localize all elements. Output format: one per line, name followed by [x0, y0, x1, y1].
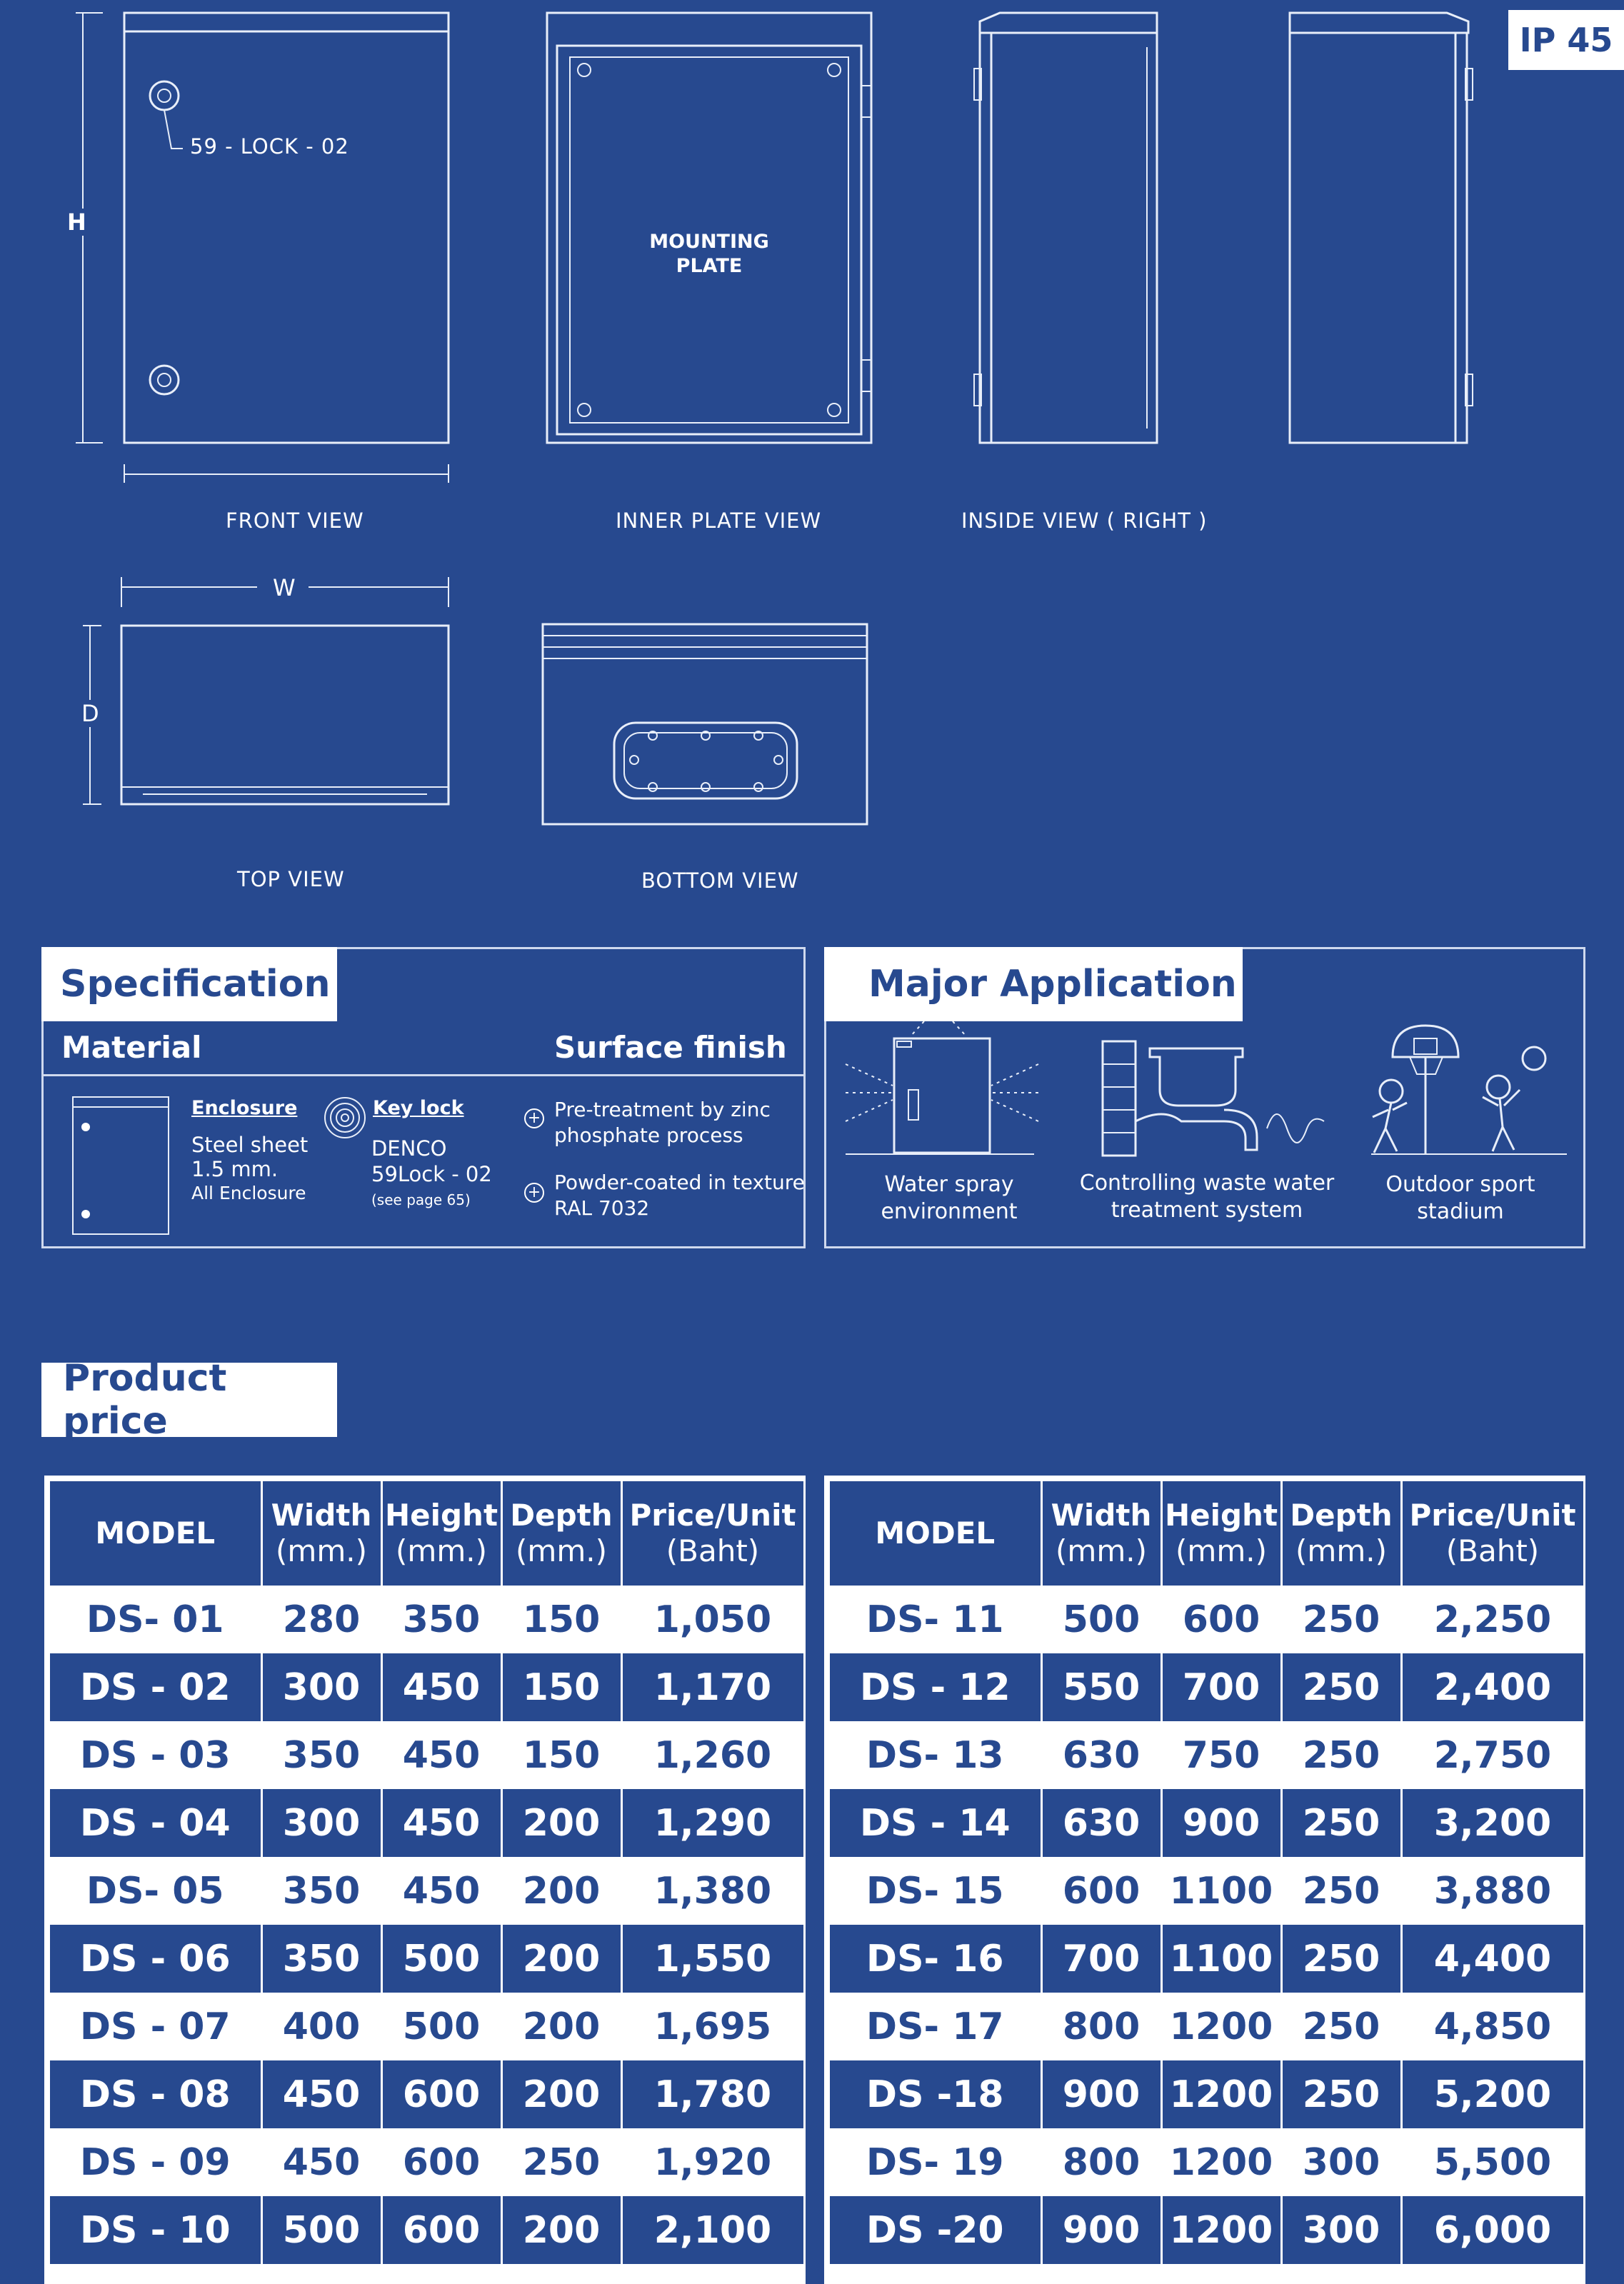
col-price-header — [1401, 1481, 1584, 1586]
col-depth-header — [1281, 1481, 1401, 1586]
cell-price: 3,200 — [1401, 1789, 1584, 1857]
cell-height: 1200 — [1161, 2196, 1281, 2264]
col-width-unit: (mm.) — [276, 1533, 367, 1568]
col-width-title: Width — [1051, 1498, 1152, 1533]
cell-height: 450 — [381, 1857, 501, 1925]
ip-rating-badge: IP 45 — [1508, 10, 1624, 70]
cell-width: 900 — [1041, 2060, 1161, 2128]
depth-dimension-label: D — [81, 700, 99, 727]
cell-height: 450 — [381, 1789, 501, 1857]
table-row — [50, 2060, 804, 2128]
cell-price: 6,000 — [1401, 2196, 1584, 2264]
table-row — [50, 1993, 804, 2060]
cell-price: 2,250 — [1401, 1586, 1584, 1653]
cell-depth: 250 — [1281, 1586, 1401, 1653]
inside-view-right-drawing — [974, 13, 1157, 443]
cell-depth: 200 — [501, 1925, 621, 1993]
cell-model: DS- 15 — [830, 1857, 1041, 1925]
cell-depth: 250 — [1281, 1925, 1401, 1993]
cell-height: 450 — [381, 1721, 501, 1789]
cell-model: DS - 10 — [50, 2196, 261, 2264]
cell-model: DS- 05 — [50, 1857, 261, 1925]
major-application-title: Major Application — [824, 947, 1243, 1021]
application-caption-sport-line2: stadium — [1417, 1199, 1504, 1224]
cell-model: DS - 07 — [50, 1993, 261, 2060]
cell-model: DS- 13 — [830, 1721, 1041, 1789]
bottom-view-drawing — [543, 624, 867, 824]
cell-width: 630 — [1041, 1721, 1161, 1789]
cell-model: DS - 12 — [830, 1653, 1041, 1721]
price-table-header — [830, 1481, 1584, 1586]
cell-depth: 150 — [501, 1721, 621, 1789]
cell-model: DS - 04 — [50, 1789, 261, 1857]
col-width-header — [1041, 1481, 1161, 1586]
price-table-header — [50, 1481, 804, 1586]
cell-depth: 200 — [501, 2196, 621, 2264]
col-depth-unit: (mm.) — [1295, 1533, 1387, 1568]
cell-height: 1200 — [1161, 2060, 1281, 2128]
cell-depth: 250 — [501, 2128, 621, 2196]
table-row — [830, 2128, 1584, 2196]
table-row — [830, 1721, 1584, 1789]
cell-price: 5,500 — [1401, 2128, 1584, 2196]
finish-item-1 — [554, 1097, 771, 1148]
col-price-title: Price/Unit — [629, 1498, 796, 1533]
cell-width: 350 — [261, 1857, 381, 1925]
cell-height: 1100 — [1161, 1925, 1281, 1993]
application-caption-sport — [1350, 1171, 1571, 1226]
width-dimension-label: W — [273, 574, 296, 601]
lock-callout-label: 59 - LOCK - 02 — [190, 134, 349, 159]
cell-width: 630 — [1041, 1789, 1161, 1857]
col-height-header — [1161, 1481, 1281, 1586]
cell-model: DS - 09 — [50, 2128, 261, 2196]
cell-price: 1,920 — [621, 2128, 804, 2196]
inside-view-caption: INSIDE VIEW ( RIGHT ) — [961, 509, 1208, 533]
cell-depth: 200 — [501, 1789, 621, 1857]
water-spray-icon — [846, 1021, 1038, 1154]
mounting-plate-line2: PLATE — [676, 255, 743, 277]
key-lock-line1: DENCO — [371, 1136, 447, 1161]
key-lock-icon — [323, 1096, 367, 1140]
cell-price: 2,400 — [1401, 1653, 1584, 1721]
inner-plate-view-drawing — [547, 13, 871, 443]
cell-model: DS - 14 — [830, 1789, 1041, 1857]
cell-depth: 200 — [501, 1857, 621, 1925]
cell-width: 350 — [261, 1925, 381, 1993]
cell-width: 400 — [261, 1993, 381, 2060]
product-price-title: Product price — [41, 1363, 337, 1437]
cell-depth: 150 — [501, 1586, 621, 1653]
cell-model: DS -20 — [830, 2196, 1041, 2264]
table-row — [830, 1993, 1584, 2060]
cell-height: 1100 — [1161, 1857, 1281, 1925]
col-depth-unit: (mm.) — [516, 1533, 607, 1568]
cell-depth: 200 — [501, 2060, 621, 2128]
cell-width: 600 — [1041, 1857, 1161, 1925]
key-lock-details — [371, 1136, 492, 1213]
surface-finish-heading: Surface finish — [554, 1030, 787, 1065]
cell-model: DS -18 — [830, 2060, 1041, 2128]
key-lock-line3: (see page 65) — [371, 1191, 471, 1208]
table-row — [50, 1586, 804, 1653]
application-icons — [824, 1021, 1585, 1178]
enclosure-icon — [71, 1096, 171, 1236]
enclosure-title: Enclosure — [191, 1097, 298, 1119]
col-model-header: MODEL — [50, 1481, 261, 1586]
cell-width: 900 — [1041, 2196, 1161, 2264]
col-width-header — [261, 1481, 381, 1586]
cell-width: 550 — [1041, 1653, 1161, 1721]
cell-width: 800 — [1041, 2128, 1161, 2196]
cell-price: 1,380 — [621, 1857, 804, 1925]
application-caption-waste — [1071, 1170, 1343, 1224]
col-depth-title: Depth — [1290, 1498, 1393, 1533]
cell-depth: 200 — [501, 1993, 621, 2060]
outdoor-sport-icon — [1371, 1026, 1567, 1154]
cell-price: 1,170 — [621, 1653, 804, 1721]
cell-model: DS- 17 — [830, 1993, 1041, 2060]
cell-model: DS - 06 — [50, 1925, 261, 1993]
cell-price: 1,290 — [621, 1789, 804, 1857]
bottom-view-caption: BOTTOM VIEW — [641, 868, 799, 893]
cell-model: DS- 19 — [830, 2128, 1041, 2196]
finish-bullet-icon-2: + — [524, 1183, 544, 1203]
cell-price: 1,780 — [621, 2060, 804, 2128]
application-caption-waste-line2: treatment system — [1111, 1198, 1303, 1223]
key-lock-line2: 59Lock - 02 — [371, 1162, 492, 1186]
spec-divider — [41, 1074, 806, 1076]
table-row — [50, 1789, 804, 1857]
cell-height: 600 — [1161, 1586, 1281, 1653]
material-heading: Material — [61, 1030, 202, 1065]
cell-width: 280 — [261, 1586, 381, 1653]
application-caption-water-line1: Water spray — [884, 1172, 1014, 1197]
table-row — [50, 1925, 804, 1993]
waste-water-icon — [1103, 1041, 1324, 1156]
cell-width: 700 — [1041, 1925, 1161, 1993]
top-view-caption: TOP VIEW — [237, 867, 345, 891]
table-row — [50, 1857, 804, 1925]
front-view-drawing — [76, 13, 448, 483]
cell-width: 800 — [1041, 1993, 1161, 2060]
enclosure-line3: All Enclosure — [191, 1183, 306, 1203]
cell-height: 600 — [381, 2128, 501, 2196]
col-width-title: Width — [271, 1498, 372, 1533]
cell-model: DS - 02 — [50, 1653, 261, 1721]
col-price-unit: (Baht) — [666, 1533, 760, 1568]
table-row — [50, 1721, 804, 1789]
application-caption-sport-line1: Outdoor sport — [1385, 1172, 1535, 1197]
cell-depth: 300 — [1281, 2128, 1401, 2196]
cell-height: 1200 — [1161, 2128, 1281, 2196]
cell-depth: 250 — [1281, 2060, 1401, 2128]
table-row — [830, 1857, 1584, 1925]
cell-width: 300 — [261, 1653, 381, 1721]
col-depth-title: Depth — [510, 1498, 613, 1533]
finish-bullet-icon-1: + — [524, 1108, 544, 1128]
finish-item-1-line1: Pre-treatment by zinc — [554, 1098, 771, 1121]
cell-model: DS - 08 — [50, 2060, 261, 2128]
cell-depth: 150 — [501, 1653, 621, 1721]
finish-item-2 — [554, 1170, 805, 1221]
price-table-right — [830, 1481, 1585, 2264]
cell-width: 500 — [261, 2196, 381, 2264]
inner-plate-view-caption: INNER PLATE VIEW — [616, 509, 822, 533]
table-row — [830, 1925, 1584, 1993]
cell-height: 750 — [1161, 1721, 1281, 1789]
table-row — [830, 1586, 1584, 1653]
enclosure-material — [191, 1133, 308, 1206]
cell-price: 1,550 — [621, 1925, 804, 1993]
cell-price: 1,695 — [621, 1993, 804, 2060]
cell-price: 4,400 — [1401, 1925, 1584, 1993]
enclosure-line1: Steel sheet — [191, 1133, 309, 1157]
cell-height: 500 — [381, 1993, 501, 2060]
cell-price: 4,850 — [1401, 1993, 1584, 2060]
cell-price: 5,200 — [1401, 2060, 1584, 2128]
table-row — [830, 2196, 1584, 2264]
col-price-header — [621, 1481, 804, 1586]
cell-price: 2,750 — [1401, 1721, 1584, 1789]
col-price-title: Price/Unit — [1409, 1498, 1576, 1533]
cell-height: 700 — [1161, 1653, 1281, 1721]
table-row — [830, 1653, 1584, 1721]
specification-title: Specification — [41, 947, 337, 1021]
top-view-drawing — [83, 577, 448, 804]
mounting-plate-line1: MOUNTING — [649, 231, 769, 253]
price-table-left — [50, 1481, 806, 2264]
finish-item-1-line2: phosphate process — [554, 1123, 743, 1147]
finish-item-2-line1: Powder-coated in texture — [554, 1171, 805, 1194]
cell-height: 600 — [381, 2196, 501, 2264]
cell-height: 1200 — [1161, 1993, 1281, 2060]
cell-depth: 250 — [1281, 1721, 1401, 1789]
cell-model: DS- 16 — [830, 1925, 1041, 1993]
cell-height: 350 — [381, 1586, 501, 1653]
col-height-title: Height — [384, 1498, 498, 1533]
cell-price: 1,050 — [621, 1586, 804, 1653]
finish-item-2-line2: RAL 7032 — [554, 1196, 650, 1220]
col-price-unit: (Baht) — [1445, 1533, 1540, 1568]
application-caption-water-line2: environment — [881, 1199, 1018, 1224]
table-row — [50, 2196, 804, 2264]
cell-model: DS- 01 — [50, 1586, 261, 1653]
cell-model: DS- 11 — [830, 1586, 1041, 1653]
cell-price: 1,260 — [621, 1721, 804, 1789]
cell-depth: 250 — [1281, 1993, 1401, 2060]
cell-width: 450 — [261, 2128, 381, 2196]
col-height-header — [381, 1481, 501, 1586]
cell-width: 350 — [261, 1721, 381, 1789]
cell-price: 3,880 — [1401, 1857, 1584, 1925]
table-row — [830, 1789, 1584, 1857]
col-height-unit: (mm.) — [396, 1533, 487, 1568]
enclosure-line2: 1.5 mm. — [191, 1157, 279, 1181]
side-view-drawing — [1290, 13, 1473, 443]
cell-height: 600 — [381, 2060, 501, 2128]
cell-depth: 250 — [1281, 1857, 1401, 1925]
cell-depth: 250 — [1281, 1789, 1401, 1857]
col-width-unit: (mm.) — [1056, 1533, 1147, 1568]
table-row — [50, 2128, 804, 2196]
col-height-title: Height — [1164, 1498, 1278, 1533]
col-depth-header — [501, 1481, 621, 1586]
col-height-unit: (mm.) — [1176, 1533, 1267, 1568]
table-row — [50, 1653, 804, 1721]
application-caption-waste-line1: Controlling waste water — [1079, 1171, 1335, 1196]
col-model-header: MODEL — [830, 1481, 1041, 1586]
table-row — [830, 2060, 1584, 2128]
cell-width: 450 — [261, 2060, 381, 2128]
front-view-caption: FRONT VIEW — [226, 509, 364, 533]
cell-depth: 250 — [1281, 1653, 1401, 1721]
key-lock-title: Key lock — [373, 1097, 464, 1119]
mounting-plate-label — [628, 230, 790, 279]
cell-width: 300 — [261, 1789, 381, 1857]
application-caption-water — [831, 1171, 1067, 1226]
cell-height: 500 — [381, 1925, 501, 1993]
cell-height: 900 — [1161, 1789, 1281, 1857]
height-dimension-label: H — [67, 209, 86, 236]
cell-height: 450 — [381, 1653, 501, 1721]
cell-model: DS - 03 — [50, 1721, 261, 1789]
cell-width: 500 — [1041, 1586, 1161, 1653]
cell-depth: 300 — [1281, 2196, 1401, 2264]
cell-price: 2,100 — [621, 2196, 804, 2264]
